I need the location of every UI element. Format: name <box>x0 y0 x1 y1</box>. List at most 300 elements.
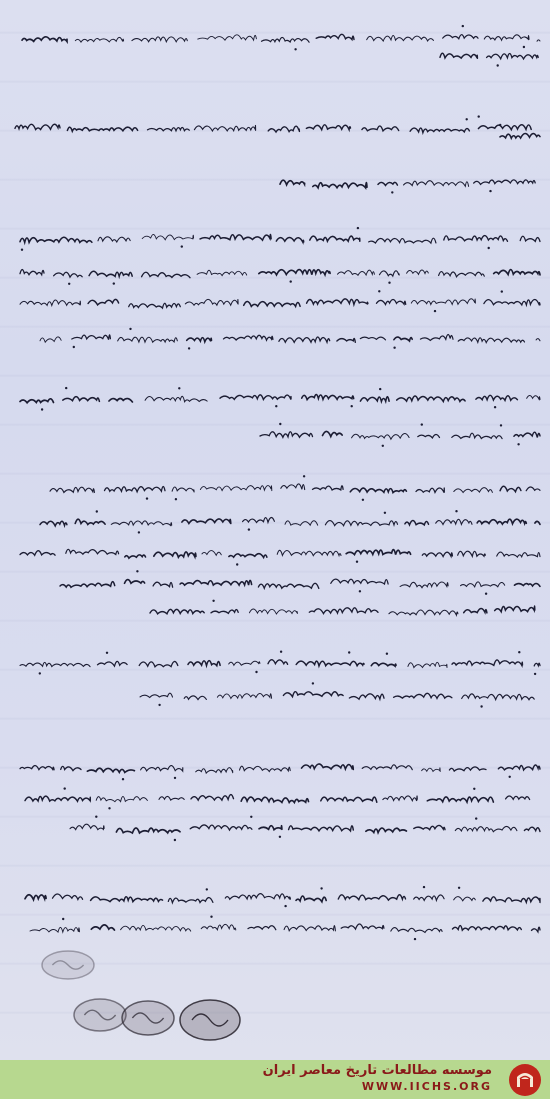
ink-word <box>277 550 341 555</box>
ink-word <box>397 396 465 401</box>
ink-dot <box>41 408 43 410</box>
ink-word <box>25 895 46 900</box>
ink-word <box>371 663 396 666</box>
ink-dot <box>518 651 520 653</box>
ink-word <box>66 549 119 554</box>
handwritten-line <box>70 816 540 842</box>
ink-dot <box>236 563 238 565</box>
ink-word <box>526 487 540 491</box>
ink-word <box>91 925 114 930</box>
ink-dot <box>362 499 364 501</box>
ink-dot <box>348 651 350 653</box>
ink-word <box>40 521 67 526</box>
ink-word <box>284 926 335 931</box>
ink-word <box>394 693 452 698</box>
ink-word <box>367 35 434 41</box>
ink-word <box>436 519 472 524</box>
ink-word <box>452 433 502 438</box>
ink-word <box>182 519 231 524</box>
ink-word <box>478 125 531 130</box>
ink-dot <box>475 817 477 819</box>
ink-word <box>132 37 187 42</box>
ink-dot <box>255 671 257 673</box>
ink-dot <box>386 653 388 655</box>
ink-word <box>362 126 399 131</box>
ink-word <box>443 35 478 39</box>
ink-word <box>283 692 343 697</box>
ink-word <box>408 662 447 667</box>
ink-word <box>224 335 273 340</box>
ink-dot <box>158 704 160 706</box>
ink-dot <box>73 346 75 348</box>
ink-word <box>61 766 81 770</box>
footer-bar <box>0 1060 550 1099</box>
ink-word <box>414 895 444 900</box>
handwritten-line <box>20 270 540 285</box>
ink-word <box>296 896 326 902</box>
handwritten-line <box>20 227 540 251</box>
ink-word <box>60 582 115 588</box>
ink-dot <box>509 776 511 778</box>
ink-dot <box>248 528 250 530</box>
ink-word <box>63 397 100 402</box>
ink-word <box>229 661 260 665</box>
ink-word <box>249 609 297 614</box>
ink-word <box>536 339 540 341</box>
ink-dot <box>294 48 296 50</box>
ink-dot <box>378 290 380 292</box>
ink-word <box>285 521 318 526</box>
ink-word <box>535 521 540 524</box>
ink-dot <box>212 600 214 602</box>
ink-word <box>483 897 540 903</box>
ink-dot <box>136 570 138 572</box>
ink-dot <box>210 916 212 918</box>
ink-word <box>197 270 247 275</box>
ink-word <box>369 238 436 243</box>
ink-word <box>378 182 397 185</box>
ink-word <box>20 399 54 403</box>
ink-word <box>220 395 291 400</box>
ink-dot <box>113 282 115 284</box>
ink-word <box>118 337 178 342</box>
ink-dot <box>388 282 390 284</box>
ink-dot <box>174 839 176 841</box>
ink-word <box>98 237 130 242</box>
ink-word <box>241 797 308 802</box>
handwritten-line <box>30 916 540 941</box>
handwritten-line <box>22 25 550 51</box>
ink-dot <box>175 498 177 500</box>
ink-dot <box>290 280 292 282</box>
ink-word <box>296 661 364 666</box>
ink-word <box>40 337 61 342</box>
ink-dot <box>206 888 208 890</box>
ink-word <box>404 181 469 187</box>
ink-dot <box>312 682 314 684</box>
ink-dot <box>146 497 148 499</box>
ink-word <box>352 433 410 439</box>
ink-word <box>449 767 486 771</box>
ink-word <box>416 488 444 493</box>
ink-word <box>202 551 221 556</box>
handwritten-line <box>140 682 534 708</box>
ink-word <box>168 898 213 903</box>
ink-dot <box>320 887 322 889</box>
ink-word <box>350 488 406 493</box>
ink-word <box>325 521 397 526</box>
ink-dot <box>188 347 190 349</box>
ink-word <box>125 555 146 558</box>
ink-word <box>400 582 448 588</box>
ink-dot <box>303 475 305 477</box>
ink-word <box>225 894 290 900</box>
ink-word <box>259 826 282 830</box>
ink-dot <box>455 510 457 512</box>
ink-word <box>150 609 204 613</box>
ink-word <box>454 897 476 901</box>
ink-word <box>260 432 313 438</box>
ink-word <box>495 606 535 612</box>
ink-word <box>341 924 384 929</box>
ink-dot <box>500 424 502 426</box>
ink-word <box>111 521 171 526</box>
ink-word <box>346 550 410 555</box>
ink-word <box>268 660 288 665</box>
ink-word <box>240 766 291 771</box>
ink-word <box>414 825 445 829</box>
ink-dot <box>39 672 41 674</box>
seal-2 <box>74 999 126 1031</box>
ink-word <box>140 693 173 697</box>
ink-dot <box>63 787 65 789</box>
handwritten-line <box>40 510 540 534</box>
ink-dot <box>379 388 381 390</box>
ink-word <box>50 487 94 492</box>
ink-dot <box>534 673 536 675</box>
ink-word <box>70 824 104 829</box>
ink-word <box>75 519 105 524</box>
ink-word <box>349 694 384 699</box>
ink-word <box>30 927 80 932</box>
ink-word <box>20 766 54 770</box>
ink-word <box>121 925 191 931</box>
ink-word <box>96 796 147 801</box>
ink-word <box>185 299 238 305</box>
ink-word <box>262 37 310 42</box>
ink-dot <box>523 46 525 48</box>
ink-word <box>506 796 530 799</box>
ink-dot <box>494 406 496 408</box>
ink-word <box>366 828 407 833</box>
handwritten-line <box>50 475 540 501</box>
ink-word <box>89 271 132 276</box>
ink-word <box>405 520 429 524</box>
ink-word <box>474 180 536 185</box>
ink-word <box>500 133 540 138</box>
ink-word <box>191 795 234 801</box>
ink-word <box>217 693 271 698</box>
ink-dot <box>421 423 423 425</box>
handwritten-line <box>20 387 540 411</box>
ink-word <box>532 927 541 932</box>
ink-word <box>500 486 521 491</box>
ink-word <box>153 582 173 587</box>
ink-word <box>534 663 540 666</box>
ink-dot <box>473 788 475 790</box>
ink-word <box>439 272 485 277</box>
ink-dot <box>414 938 416 940</box>
ink-word <box>316 34 354 39</box>
handwritten-line <box>60 570 540 595</box>
ink-word <box>268 126 299 132</box>
ink-dot <box>356 561 358 563</box>
ink-word <box>258 583 318 588</box>
ink-word <box>279 337 330 342</box>
ink-word <box>148 127 190 130</box>
ink-word <box>190 825 252 830</box>
ink-word <box>477 519 526 524</box>
ink-dot <box>279 836 281 838</box>
ink-word <box>105 487 166 492</box>
handwritten-line <box>280 180 535 194</box>
handwritten-line <box>260 423 540 447</box>
ink-word <box>67 127 137 131</box>
seal-3 <box>122 1001 174 1035</box>
ink-word <box>484 35 529 40</box>
ink-word <box>458 338 524 343</box>
ink-dot <box>423 886 425 888</box>
ink-dot <box>95 816 97 818</box>
ink-word <box>331 579 388 584</box>
ink-word <box>310 236 360 241</box>
ink-dot <box>382 445 384 447</box>
ink-dot <box>517 443 519 445</box>
footer-text <box>263 1062 492 1095</box>
ink-dot <box>359 590 361 592</box>
ink-word <box>360 397 389 402</box>
ink-word <box>422 552 452 556</box>
ink-word <box>313 183 367 188</box>
ink-word <box>487 53 539 58</box>
ink-word <box>25 796 90 801</box>
ink-dot <box>138 531 140 533</box>
ink-word <box>22 37 67 42</box>
ink-word <box>302 395 354 400</box>
ink-word <box>180 580 252 585</box>
ink-word <box>188 661 220 666</box>
ink-dot <box>250 816 252 818</box>
ink-dot <box>280 651 282 653</box>
ink-word <box>494 270 540 275</box>
ink-dot <box>489 190 491 192</box>
ink-word <box>116 828 180 833</box>
ink-word <box>187 338 212 342</box>
ink-word <box>380 271 400 276</box>
ink-word <box>323 431 343 436</box>
ink-dot <box>279 423 281 425</box>
ink-word <box>360 337 385 340</box>
ink-word <box>194 125 255 131</box>
ink-dot <box>21 249 23 251</box>
ink-word <box>54 272 83 277</box>
ink-word <box>497 552 540 557</box>
ink-dot <box>106 652 108 654</box>
ink-word <box>20 551 55 556</box>
ink-word <box>454 488 493 493</box>
ink-dot <box>96 510 98 512</box>
ink-word <box>461 582 505 587</box>
ink-word <box>418 434 440 437</box>
ink-word <box>524 827 540 831</box>
ink-word <box>453 926 522 931</box>
handwritten-line <box>150 600 535 616</box>
ink-word <box>20 662 90 666</box>
ink-word <box>53 894 83 900</box>
handwritten-line <box>20 764 540 780</box>
handwritten-line <box>25 886 540 907</box>
ink-word <box>20 270 44 275</box>
ink-dot <box>488 247 490 249</box>
ink-word <box>91 897 163 902</box>
ink-dot <box>65 387 67 389</box>
ink-word <box>464 608 487 612</box>
ink-word <box>196 768 233 774</box>
ink-word <box>75 37 123 42</box>
ink-word <box>452 660 523 666</box>
iichs-logo-icon <box>508 1063 542 1097</box>
ink-dot <box>501 290 503 292</box>
ink-word <box>520 236 540 241</box>
ink-dot <box>174 777 176 779</box>
seal-4 <box>180 1000 240 1040</box>
organization-url[interactable]: WWW.IICHS.ORG <box>361 1080 492 1093</box>
ink-word <box>20 237 92 242</box>
ink-word <box>309 608 378 614</box>
ink-dot <box>108 807 110 809</box>
ink-dot <box>480 705 482 707</box>
ink-word <box>307 299 368 305</box>
handwritten-line <box>440 53 538 67</box>
ink-word <box>427 797 493 802</box>
ink-word <box>142 272 190 277</box>
ink-word <box>72 335 111 340</box>
ink-word <box>248 926 276 930</box>
ink-word <box>362 765 412 770</box>
ink-dot <box>458 887 460 889</box>
ink-dot <box>499 124 501 126</box>
ink-dot <box>384 512 386 514</box>
ink-word <box>129 303 181 308</box>
ink-word <box>20 300 81 306</box>
ink-word <box>229 554 267 558</box>
ink-dot <box>485 593 487 595</box>
ink-dot <box>62 918 64 920</box>
ink-word <box>484 300 540 305</box>
ink-word <box>462 694 535 700</box>
ink-word <box>289 826 354 831</box>
ink-dot <box>357 227 359 229</box>
ink-word <box>15 124 60 129</box>
ink-word <box>200 234 271 240</box>
ink-word <box>159 796 184 800</box>
ink-word <box>145 396 207 401</box>
handwritten-line <box>40 328 540 350</box>
ink-word <box>338 270 375 275</box>
ink-word <box>302 764 354 770</box>
ink-word <box>142 234 193 239</box>
ink-word <box>243 517 275 522</box>
ink-word <box>422 768 441 772</box>
ink-dot <box>122 778 124 780</box>
ink-word <box>321 797 377 802</box>
ink-dot <box>393 347 395 349</box>
ink-word <box>383 796 418 801</box>
ink-word <box>201 924 236 930</box>
ink-dot <box>351 405 353 407</box>
ink-word <box>259 270 330 275</box>
ink-word <box>391 928 442 933</box>
ink-word <box>141 766 183 772</box>
ink-word <box>476 395 518 400</box>
ink-word <box>306 125 350 130</box>
handwritten-line <box>20 290 540 312</box>
ink-word <box>109 398 132 402</box>
ink-word <box>281 484 305 490</box>
ink-word <box>211 610 238 614</box>
organization-name: موسسه مطالعات تاریخ معاصر ایران <box>262 1063 492 1078</box>
ink-word <box>444 236 508 242</box>
ink-word <box>410 128 469 133</box>
ink-word <box>276 237 303 242</box>
ink-word <box>154 552 196 557</box>
ink-word <box>537 40 540 41</box>
ink-dot <box>497 64 499 66</box>
ink-word <box>420 335 453 341</box>
ink-word <box>280 180 305 185</box>
ink-dot <box>275 405 277 407</box>
ink-word <box>458 551 486 556</box>
ink-word <box>527 396 540 400</box>
ink-word <box>455 826 517 831</box>
ink-word <box>407 270 429 274</box>
ink-word <box>184 696 206 700</box>
ink-word <box>172 487 194 492</box>
ink-dot <box>462 25 464 27</box>
ink-word <box>337 338 355 342</box>
ink-dot <box>181 245 183 247</box>
ink-dot <box>68 283 70 285</box>
ink-word <box>514 432 540 437</box>
ink-word <box>313 486 344 490</box>
ink-word <box>244 302 300 307</box>
ink-word <box>87 768 134 772</box>
ink-word <box>200 486 271 491</box>
ink-word <box>440 53 477 58</box>
ink-word <box>498 765 540 770</box>
handwritten-line <box>25 787 530 809</box>
ink-word <box>139 661 178 666</box>
ink-word <box>394 337 412 341</box>
ink-dot <box>178 387 180 389</box>
ink-dot <box>478 115 480 117</box>
ink-dot <box>466 118 468 120</box>
ink-dot <box>391 191 393 193</box>
ink-word <box>125 580 145 584</box>
ink-word <box>514 583 540 586</box>
seal-1 <box>42 951 94 979</box>
ink-word <box>377 300 406 305</box>
